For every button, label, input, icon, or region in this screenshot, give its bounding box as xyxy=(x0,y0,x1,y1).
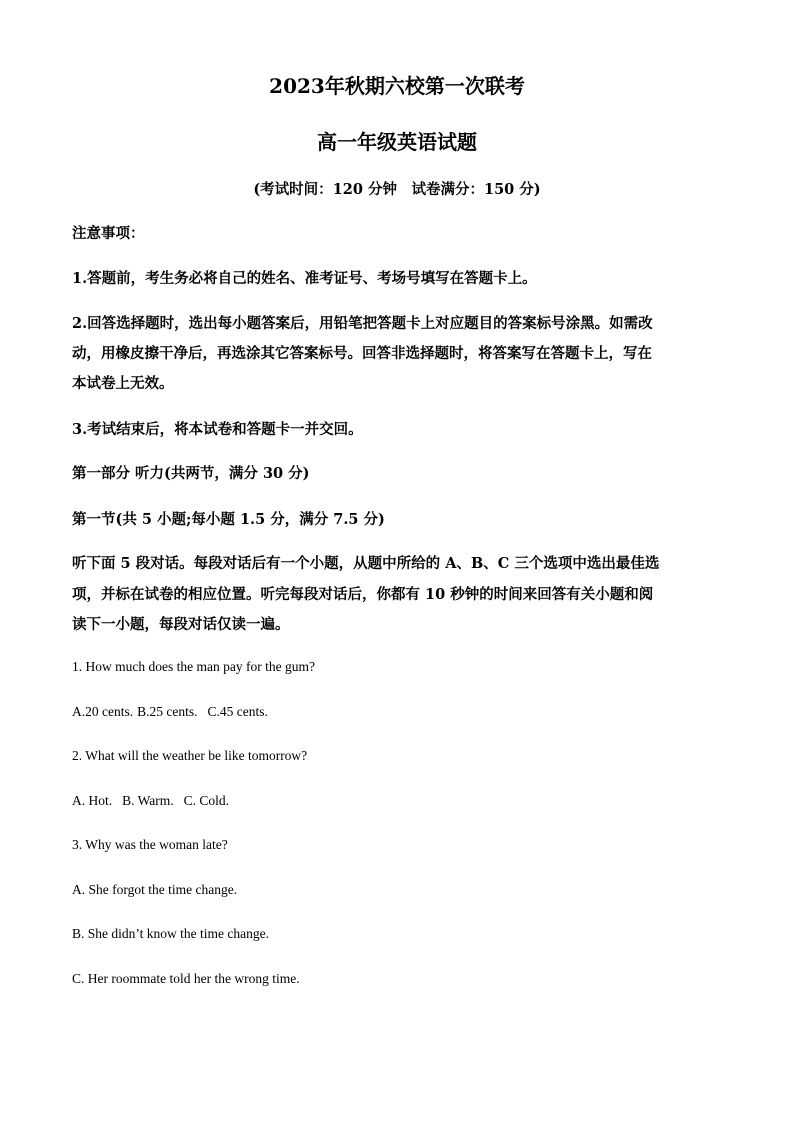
section1-heading: 第一节(共 5 小题;每小题 1.5 分，满分 7.5 分) xyxy=(72,511,385,528)
notes-item-1: 1.答题前，考生务必将自己的姓名、准考证号、考场号填写在答题卡上。 xyxy=(72,270,537,287)
option-c: C. Cold. xyxy=(183,793,230,808)
part1-heading: 第一部分 听力(共两节，满分 30 分) xyxy=(72,465,310,482)
instructions-line-1: 听下面 5 段对话。每段对话后有一个小题，从题中所给的 A、B、C 三个选项中选出最佳选 xyxy=(72,555,660,572)
notes-item-2-line-2: 动，用橡皮擦干净后，再选涂其它答案标号。回答非选择题时，将答案写在答题卡上，写在 xyxy=(72,345,652,362)
notes-heading: 注意事项： xyxy=(72,225,145,242)
notes-item-2-line-1: 2.回答选择题时，选出每小题答案后，用铅笔把答题卡上对应题目的答案标号涂黑。如需改 xyxy=(72,315,653,332)
question-3-prompt: 3. Why was the woman late? xyxy=(72,837,228,852)
instructions-line-3: 读下一小题，每段对话仅读一遍。 xyxy=(72,616,290,633)
exam-subtitle: 高一年级英语试题 xyxy=(317,130,477,154)
question-2-prompt: 2. What will the weather be like tomorrow? xyxy=(72,748,308,763)
notes-item-3: 3.考试结束后，将本试卷和答题卡一并交回。 xyxy=(72,421,363,438)
question-3-option-b: B. She didn’t know the time change. xyxy=(72,926,269,941)
notes-item-2-line-3: 本试卷上无效。 xyxy=(72,375,174,392)
question-1-prompt: 1. How much does the man pay for the gum? xyxy=(72,659,315,674)
option-b: B. Warm. xyxy=(122,793,174,808)
question-3-option-c: C. Her roommate told her the wrong time. xyxy=(72,971,300,986)
question-2-options xyxy=(72,793,229,809)
exam-title: 2023年秋期六校第一次联考 xyxy=(269,74,525,98)
option-a: A.20 cents. xyxy=(72,704,134,719)
question-1-options xyxy=(72,704,268,720)
option-a: A. Hot. xyxy=(72,793,113,808)
instructions-line-2: 项，并标在试卷的相应位置。听完每段对话后，你都有 10 秒钟的时间来回答有关小题和阅 xyxy=(72,586,654,603)
option-c: C.45 cents. xyxy=(207,704,268,719)
exam-time-info: (考试时间：120 分钟 试卷满分：150 分) xyxy=(253,181,541,198)
question-3-option-a: A. She forgot the time change. xyxy=(72,882,238,897)
option-b: B.25 cents. xyxy=(137,704,198,719)
